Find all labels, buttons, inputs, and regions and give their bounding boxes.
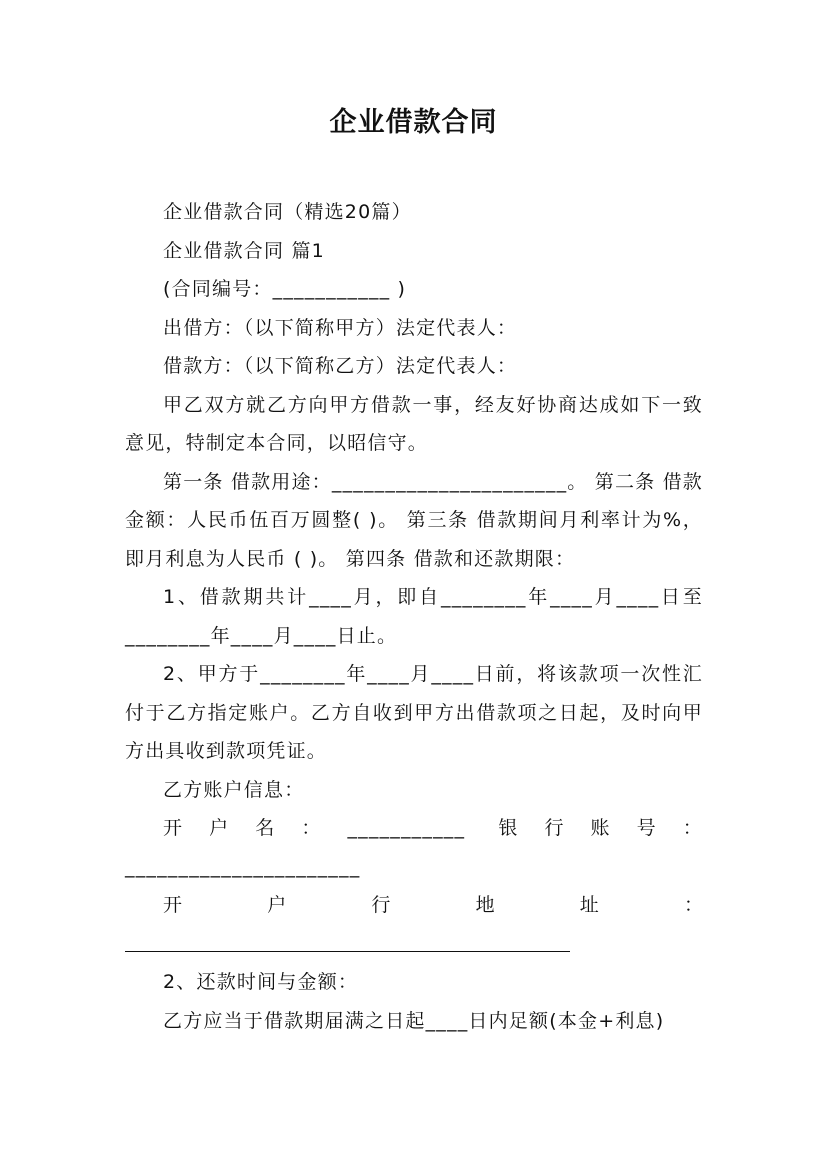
paragraph-lender: 出借方：（以下简称甲方）法定代表人：: [163, 316, 518, 339]
document-body: [125, 193, 703, 1040]
bank-address-char: ：: [683, 894, 703, 916]
paragraph-preamble: 甲乙双方就乙方向甲方借款一事，经友好协商达成如下一致意见，特制定本合同，以昭信守。: [125, 393, 703, 454]
bank-address-char: 地: [475, 894, 495, 916]
bank-address-label: [125, 886, 703, 925]
document-title: 企业借款合同: [329, 107, 498, 138]
paragraph-borrower: 借款方：（以下简称乙方）法定代表人：: [163, 355, 518, 377]
bank-address-char: 址: [579, 894, 599, 916]
paragraph-account-name: 开户名：___________ 银行账号：______________________: [125, 817, 703, 878]
bank-address-char: 户: [267, 894, 287, 916]
blank-underline: [125, 951, 570, 952]
bank-address-blank: [125, 925, 703, 964]
paragraph-articles: 第一条 借款用途：______________________。 第二条 借款金额：人民币伍百万圆整( )。 第三条 借款期间月利率计为%，即月利息为人民币 ( )。 第四条 借款和还款期限：: [125, 470, 703, 570]
paragraph-disbursement: 2、甲方于________年____月____日前，将该款项一次性汇付于乙方指定账户。乙方自收到甲方出借款项之日起，及时向甲方出具收到款项凭证。: [125, 663, 703, 762]
bank-address-char: 开: [163, 894, 183, 916]
bank-address-char: 行: [371, 894, 391, 916]
paragraph-subtitle: 企业借款合同（精选20篇）: [163, 201, 412, 223]
paragraph-account-info: 乙方账户信息：: [163, 778, 305, 801]
paragraph-contract-number: (合同编号：___________ ): [163, 278, 407, 300]
paragraph-repayment-terms: 乙方应当于借款期届满之日起____日内足额(本金+利息): [163, 1009, 665, 1032]
paragraph-loan-term: 1、借款期共计____月，即自________年____月____日至________年____月____日止。: [125, 586, 703, 647]
paragraph-repayment-heading: 2、还款时间与金额：: [163, 971, 359, 993]
paragraph-section-heading: 企业借款合同 篇1: [163, 239, 325, 262]
